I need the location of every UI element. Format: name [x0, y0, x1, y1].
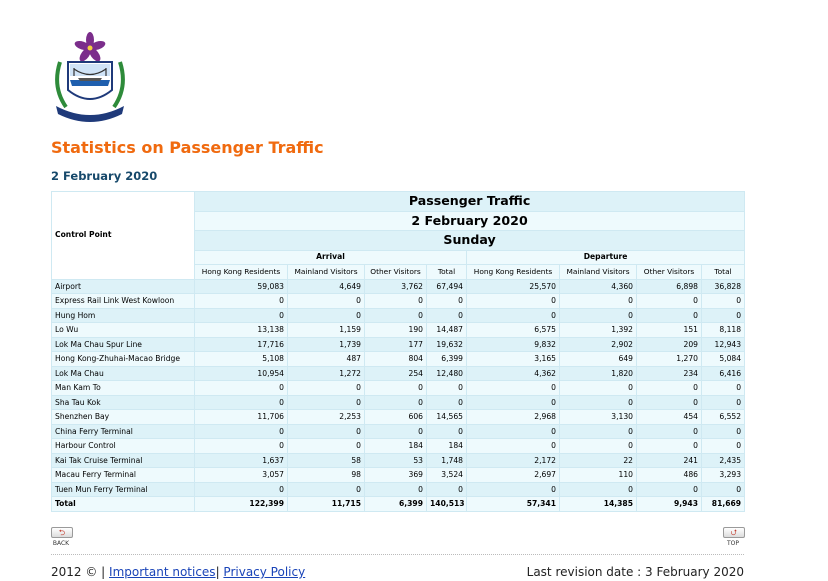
control-point-name: Hong Kong-Zhuhai-Macao Bridge [52, 352, 195, 367]
total-count: 140,513 [427, 497, 467, 512]
traffic-count: 1,820 [560, 366, 637, 381]
traffic-count: 4,360 [560, 279, 637, 294]
traffic-count: 1,739 [288, 337, 365, 352]
control-point-header: Control Point [52, 192, 195, 280]
column-header: Mainland Visitors [288, 264, 365, 279]
control-point-name: Macau Ferry Terminal [52, 468, 195, 483]
control-point-name: Lok Ma Chau Spur Line [52, 337, 195, 352]
traffic-count: 369 [365, 468, 427, 483]
traffic-count: 0 [195, 381, 288, 396]
traffic-count: 0 [365, 482, 427, 497]
table-row [52, 381, 745, 396]
traffic-count: 1,637 [195, 453, 288, 468]
traffic-count: 11,706 [195, 410, 288, 425]
traffic-count: 0 [467, 294, 560, 309]
traffic-count: 0 [637, 395, 702, 410]
traffic-count: 53 [365, 453, 427, 468]
traffic-count: 59,083 [195, 279, 288, 294]
departure-header: Departure [467, 250, 745, 264]
table-row [52, 337, 745, 352]
total-count: 6,399 [365, 497, 427, 512]
traffic-count: 241 [637, 453, 702, 468]
traffic-count: 0 [467, 395, 560, 410]
traffic-count: 0 [637, 308, 702, 323]
table-date: 2 February 2020 [195, 211, 745, 231]
column-header: Total [702, 264, 745, 279]
traffic-count: 0 [560, 482, 637, 497]
traffic-count: 110 [560, 468, 637, 483]
traffic-count: 10,954 [195, 366, 288, 381]
footer-separator: | [215, 565, 224, 579]
traffic-count: 0 [365, 395, 427, 410]
total-row [52, 497, 745, 512]
traffic-count: 0 [637, 294, 702, 309]
traffic-count: 6,575 [467, 323, 560, 338]
traffic-count: 487 [288, 352, 365, 367]
traffic-count: 5,108 [195, 352, 288, 367]
traffic-count: 0 [560, 294, 637, 309]
traffic-count: 3,165 [467, 352, 560, 367]
back-arrow-icon: ⮌ [51, 527, 73, 538]
traffic-count: 0 [288, 308, 365, 323]
traffic-count: 0 [288, 294, 365, 309]
column-header: Other Visitors [365, 264, 427, 279]
traffic-count: 0 [427, 381, 467, 396]
table-row [52, 439, 745, 454]
traffic-count: 0 [560, 424, 637, 439]
control-point-name: Airport [52, 279, 195, 294]
traffic-count: 0 [637, 439, 702, 454]
traffic-count: 2,902 [560, 337, 637, 352]
traffic-count: 0 [427, 482, 467, 497]
traffic-count: 0 [467, 308, 560, 323]
table-row [52, 352, 745, 367]
traffic-count: 486 [637, 468, 702, 483]
traffic-count: 0 [637, 482, 702, 497]
traffic-count: 0 [288, 439, 365, 454]
important-notices-link[interactable]: Important notices [109, 565, 216, 579]
traffic-count: 17,716 [195, 337, 288, 352]
table-row [52, 410, 745, 425]
traffic-count: 1,270 [637, 352, 702, 367]
traffic-count: 1,272 [288, 366, 365, 381]
traffic-count: 36,828 [702, 279, 745, 294]
traffic-count: 804 [365, 352, 427, 367]
traffic-count: 0 [560, 308, 637, 323]
traffic-count: 12,943 [702, 337, 745, 352]
traffic-count: 2,172 [467, 453, 560, 468]
traffic-count: 0 [365, 308, 427, 323]
table-row [52, 366, 745, 381]
traffic-count: 1,748 [427, 453, 467, 468]
last-revision-date: Last revision date : 3 February 2020 [526, 565, 744, 579]
traffic-count: 6,898 [637, 279, 702, 294]
traffic-count: 58 [288, 453, 365, 468]
traffic-count: 0 [467, 482, 560, 497]
traffic-count: 3,057 [195, 468, 288, 483]
table-row [52, 453, 745, 468]
traffic-count: 4,362 [467, 366, 560, 381]
traffic-count: 0 [195, 308, 288, 323]
traffic-count: 0 [702, 395, 745, 410]
traffic-count: 606 [365, 410, 427, 425]
table-row [52, 308, 745, 323]
traffic-count: 454 [637, 410, 702, 425]
traffic-count: 0 [560, 381, 637, 396]
traffic-count: 3,762 [365, 279, 427, 294]
traffic-count: 13,138 [195, 323, 288, 338]
traffic-count: 0 [467, 381, 560, 396]
copyright-text: 2012 © | [51, 565, 110, 579]
traffic-count: 12,480 [427, 366, 467, 381]
table-body [52, 279, 745, 511]
traffic-count: 0 [702, 294, 745, 309]
traffic-count: 0 [467, 424, 560, 439]
traffic-count: 0 [467, 439, 560, 454]
traffic-count: 0 [288, 381, 365, 396]
column-header: Total [427, 264, 467, 279]
top-button[interactable] [723, 527, 743, 547]
traffic-count: 98 [288, 468, 365, 483]
traffic-count: 0 [702, 482, 745, 497]
traffic-count: 0 [427, 308, 467, 323]
top-label: TOP [726, 540, 739, 547]
traffic-count: 2,253 [288, 410, 365, 425]
traffic-count: 0 [702, 439, 745, 454]
footer-divider [51, 554, 744, 555]
traffic-count: 3,130 [560, 410, 637, 425]
column-header: Hong Kong Residents [195, 264, 288, 279]
table-row [52, 482, 745, 497]
traffic-count: 9,832 [467, 337, 560, 352]
table-day: Sunday [195, 231, 745, 251]
footer-links [51, 565, 305, 579]
traffic-count: 0 [365, 381, 427, 396]
column-header: Hong Kong Residents [467, 264, 560, 279]
traffic-count: 0 [288, 395, 365, 410]
traffic-count: 6,552 [702, 410, 745, 425]
traffic-count: 234 [637, 366, 702, 381]
traffic-count: 5,084 [702, 352, 745, 367]
traffic-count: 3,524 [427, 468, 467, 483]
control-point-name: Shenzhen Bay [52, 410, 195, 425]
control-point-name: Lo Wu [52, 323, 195, 338]
traffic-count: 177 [365, 337, 427, 352]
column-header: Other Visitors [637, 264, 702, 279]
traffic-count: 3,293 [702, 468, 745, 483]
traffic-count: 0 [365, 294, 427, 309]
traffic-count: 0 [702, 308, 745, 323]
traffic-count: 0 [288, 482, 365, 497]
top-arrow-icon: ⮍ [723, 527, 745, 538]
control-point-name: Tuen Mun Ferry Terminal [52, 482, 195, 497]
control-point-name: Express Rail Link West Kowloon [52, 294, 195, 309]
immigration-department-logo [50, 32, 130, 122]
traffic-count: 1,392 [560, 323, 637, 338]
traffic-count: 14,487 [427, 323, 467, 338]
total-label: Total [52, 497, 195, 512]
back-label: BACK [52, 540, 70, 547]
back-button[interactable] [51, 527, 71, 547]
traffic-count: 0 [702, 381, 745, 396]
traffic-count: 0 [427, 395, 467, 410]
traffic-count: 0 [365, 424, 427, 439]
traffic-count: 0 [195, 294, 288, 309]
traffic-count: 8,118 [702, 323, 745, 338]
traffic-count: 19,632 [427, 337, 467, 352]
traffic-count: 0 [195, 482, 288, 497]
report-date: 2 February 2020 [51, 169, 158, 183]
traffic-count: 2,435 [702, 453, 745, 468]
traffic-count: 151 [637, 323, 702, 338]
table-row [52, 424, 745, 439]
total-count: 81,669 [702, 497, 745, 512]
traffic-count: 649 [560, 352, 637, 367]
traffic-count: 184 [365, 439, 427, 454]
traffic-count: 0 [195, 424, 288, 439]
traffic-count: 0 [195, 439, 288, 454]
table-caption: Passenger Traffic [195, 192, 745, 212]
arrival-header: Arrival [195, 250, 467, 264]
traffic-count: 6,416 [702, 366, 745, 381]
traffic-count: 0 [195, 395, 288, 410]
traffic-count: 0 [637, 381, 702, 396]
table-row [52, 294, 745, 309]
total-count: 14,385 [560, 497, 637, 512]
traffic-count: 0 [427, 424, 467, 439]
page-title: Statistics on Passenger Traffic [51, 138, 324, 157]
passenger-traffic-table [51, 191, 745, 512]
traffic-count: 184 [427, 439, 467, 454]
control-point-name: Kai Tak Cruise Terminal [52, 453, 195, 468]
total-count: 11,715 [288, 497, 365, 512]
control-point-name: Lok Ma Chau [52, 366, 195, 381]
table-row [52, 323, 745, 338]
control-point-name: China Ferry Terminal [52, 424, 195, 439]
traffic-count: 67,494 [427, 279, 467, 294]
total-count: 122,399 [195, 497, 288, 512]
control-point-name: Man Kam To [52, 381, 195, 396]
total-count: 57,341 [467, 497, 560, 512]
table-row [52, 279, 745, 294]
traffic-count: 190 [365, 323, 427, 338]
control-point-name: Hung Hom [52, 308, 195, 323]
traffic-count: 14,565 [427, 410, 467, 425]
traffic-count: 25,570 [467, 279, 560, 294]
traffic-count: 1,159 [288, 323, 365, 338]
traffic-count: 0 [560, 439, 637, 454]
traffic-count: 209 [637, 337, 702, 352]
traffic-count: 2,968 [467, 410, 560, 425]
privacy-policy-link[interactable]: Privacy Policy [223, 565, 306, 579]
traffic-count: 4,649 [288, 279, 365, 294]
control-point-name: Harbour Control [52, 439, 195, 454]
traffic-count: 0 [427, 294, 467, 309]
traffic-count: 6,399 [427, 352, 467, 367]
traffic-count: 0 [288, 424, 365, 439]
control-point-name: Sha Tau Kok [52, 395, 195, 410]
traffic-count: 0 [702, 424, 745, 439]
table-row [52, 395, 745, 410]
traffic-count: 254 [365, 366, 427, 381]
traffic-count: 22 [560, 453, 637, 468]
traffic-count: 0 [637, 424, 702, 439]
table-row [52, 468, 745, 483]
traffic-count: 0 [560, 395, 637, 410]
total-count: 9,943 [637, 497, 702, 512]
column-header: Mainland Visitors [560, 264, 637, 279]
traffic-count: 2,697 [467, 468, 560, 483]
